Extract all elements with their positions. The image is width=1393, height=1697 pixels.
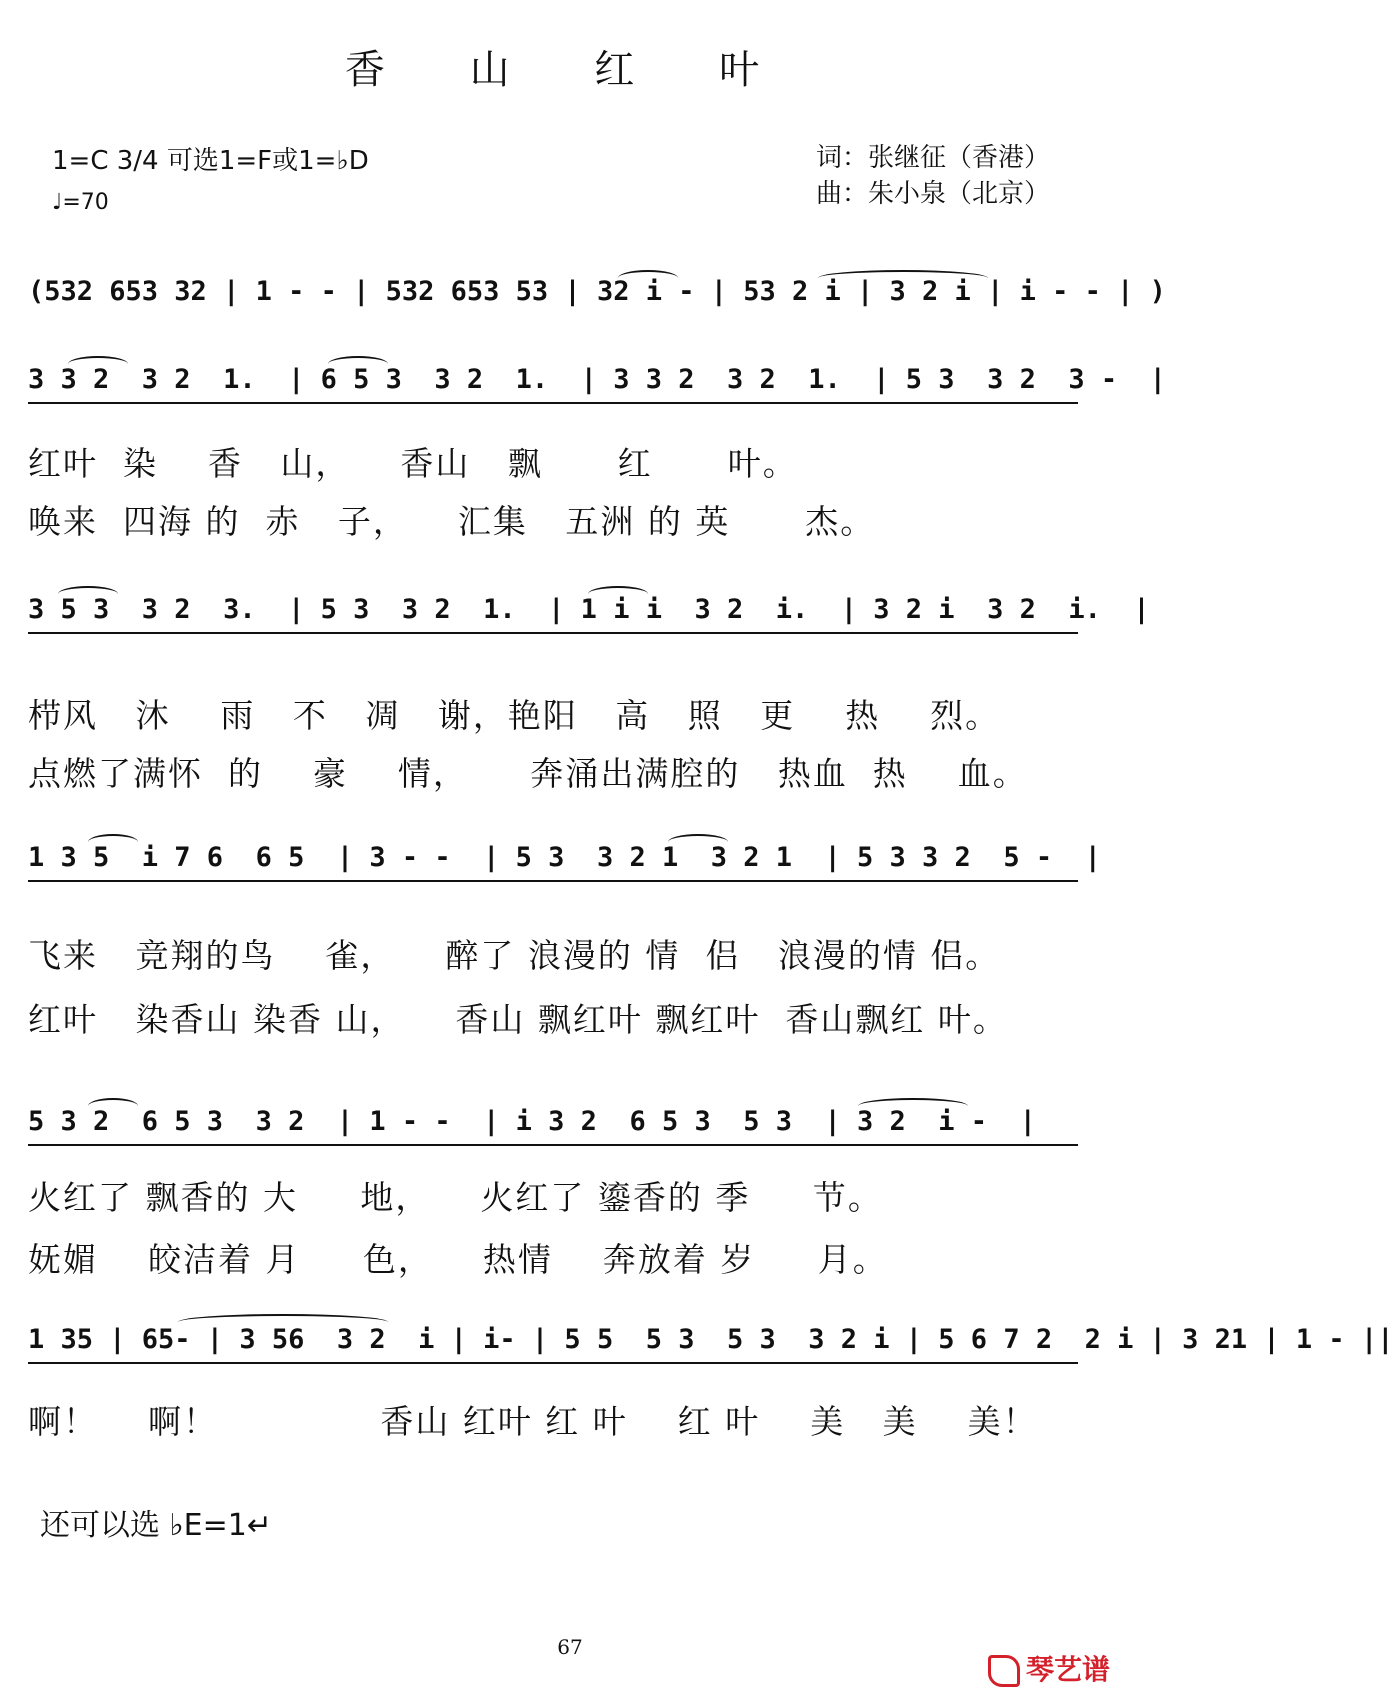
lyric-line: 火红了 飘香的 大 地， 火红了 鎏香的 季 节。 (28, 1178, 883, 1217)
staff-notes: 3 5 3 3 2 3. | 5 3 3 2 1. | 1 i i 3 2 i. | 3 2 i 3 2 i. | (28, 594, 1150, 625)
site-logo[interactable] (988, 1648, 1110, 1688)
lyric-line: 点燃了满怀 的 豪 情， 奔涌出满腔的 热血 热 血。 (28, 754, 1028, 793)
lyric-line: 红叶 染 香 山， 香山 飘 红 叶。 (28, 444, 798, 483)
staff-line-4 (28, 1092, 1108, 1152)
staff-line-5 (28, 1310, 1393, 1370)
lyricist: 词：张继征（香港） (815, 143, 1050, 173)
lyric-line: 啊！ 啊！ 香山 红叶 红 叶 红 叶 美 美 美！ (28, 1402, 1038, 1441)
tempo-marking: ♩=70 (52, 190, 109, 215)
page-number: 67 (557, 1635, 583, 1659)
staff-notes: 3 3 2 3 2 1. | 6 5 3 3 2 1. | 3 3 2 3 2 1. | 5 3 3 2 3 - | (28, 364, 1166, 395)
lyric-line: 红叶 染香山 染香 山， 香山 飘红叶 飘红叶 香山飘红 叶。 (28, 1000, 1008, 1039)
logo-icon (988, 1655, 1020, 1687)
staff-notes: 5 3 2 6 5 3 3 2 | 1 - - | i 3 2 6 5 3 5 3 | 3 2 i - | (28, 1106, 1036, 1137)
footnote: 还可以选 ♭E=1↵ (40, 1508, 273, 1543)
staff-notes: 1 3 5 i 7 6 6 5 | 3 - - | 5 3 3 2 1 3 2 1 | 5 3 3 2 5 - | (28, 842, 1101, 873)
composer: 曲：朱小泉（北京） (815, 179, 1050, 209)
staff-notes: 1 35 | 65- | 3 56 3 2 i | i- | 5 5 5 3 5 3 3 2 i | 5 6 7 2 2 i | 3 21 | 1 - || (28, 1324, 1393, 1355)
staff-line-3 (28, 828, 1108, 888)
staff-line-1 (28, 350, 1166, 410)
key-signature: 1=C 3/4 可选1=F或1=♭D (52, 146, 369, 176)
credits (816, 140, 1050, 212)
staff-notes: (532 653 32 | 1 - - | 532 653 53 | 32 i - | 53 2 i | 3 2 i | i - - | ) (28, 276, 1166, 307)
staff-line-intro (28, 262, 1166, 322)
song-title: 香 山 红 叶 (344, 47, 796, 93)
lyric-line: 栉风 沐 雨 不 凋 谢，艳阳 高 照 更 热 烈。 (28, 696, 1001, 735)
lyric-line: 妩媚 皎洁着 月 色， 热情 奔放着 岁 月。 (28, 1240, 888, 1279)
staff-line-2 (28, 580, 1150, 640)
lyric-line: 飞来 竞翔的鸟 雀， 醉了 浪漫的 情 侣 浪漫的情 侣。 (28, 936, 1001, 975)
lyric-line: 唤来 四海 的 赤 子， 汇集 五洲 的 英 杰。 (28, 502, 876, 541)
logo-text: 琴艺谱 (1025, 1653, 1110, 1686)
